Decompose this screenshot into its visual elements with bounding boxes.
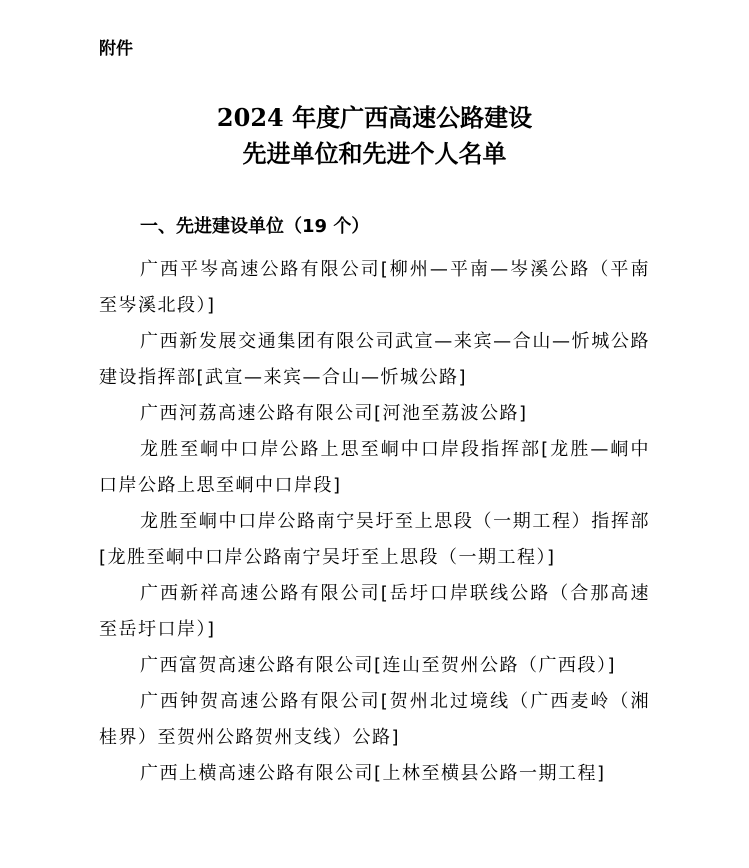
section-heading: 一、先进建设单位（19 个） [140, 216, 370, 237]
list-item: 广西河荔高速公路有限公司[河池至荔波公路] [140, 403, 528, 424]
list-item: 广西新发展交通集团有限公司武宣—来宾—合山—忻城公路建设指挥部[武宣—来宾—合山—忻城公路] [99, 331, 650, 388]
list-item: 广西钟贺高速公路有限公司[贺州北过境线（广西麦岭（湘桂界）至贺州公路贺州支线）公路] [99, 691, 650, 748]
document-title-line-2: 先进单位和先进个人名单 [242, 139, 507, 168]
list-item: 广西平岑高速公路有限公司[柳州—平南—岑溪公路（平南至岑溪北段）] [99, 259, 650, 316]
list-item: 龙胜至峒中口岸公路南宁吴圩至上思段（一期工程）指挥部[龙胜至峒中口岸公路南宁吴圩至上思段（一期工程）] [99, 511, 650, 568]
document-title-line-1: 2024 年度广西高速公路建设 [216, 103, 533, 132]
list-item: 龙胜至峒中口岸公路上思至峒中口岸段指挥部[龙胜—峒中口岸公路上思至峒中口岸段] [99, 439, 650, 496]
entry-list [99, 252, 650, 792]
list-item: 广西新祥高速公路有限公司[岳圩口岸联线公路（合那高速至岳圩口岸）] [99, 583, 650, 640]
list-item: 广西上横高速公路有限公司[上林至横县公路一期工程] [140, 763, 606, 784]
attachment-label: 附件 [99, 39, 133, 59]
list-item: 广西富贺高速公路有限公司[连山至贺州公路（广西段）] [140, 655, 617, 676]
